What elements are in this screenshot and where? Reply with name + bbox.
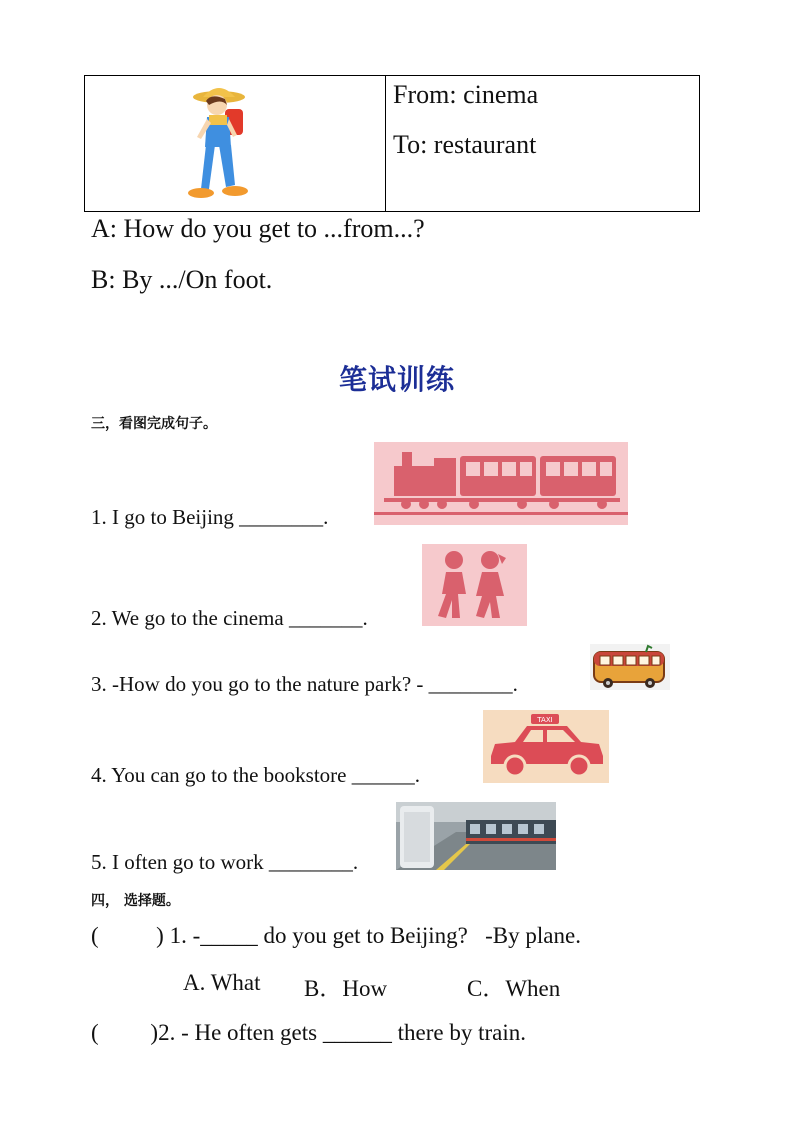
question-2: 2. We go to the cinema _______. (91, 606, 368, 630)
from-text: From: cinema (393, 80, 539, 109)
walking-kids-image (422, 544, 527, 626)
taxi-sign: TAXI (537, 716, 553, 724)
girl-picture-cell (85, 76, 386, 212)
taxi-image (483, 710, 609, 783)
question-4: 4. You can go to the bookstore ______. (91, 763, 420, 787)
bus-image (590, 644, 670, 690)
dialog-a: A: How do you get to ...from...? (91, 214, 425, 243)
train-image (374, 442, 628, 525)
mc-question-1: ( ) 1. -_____ do you get to Beijing? -By plane. (91, 923, 581, 948)
walking-girl-image (181, 81, 263, 207)
to-text: To: restaurant (393, 130, 537, 159)
route-table (84, 75, 700, 212)
option-c: C．When (467, 976, 561, 1001)
section3-heading: 三，看图完成句子。 (91, 416, 217, 432)
dialog-b: B: By .../On foot. (91, 265, 273, 294)
question-5: 5. I often go to work ________. (91, 850, 359, 874)
section-title: 笔试训练 (338, 363, 455, 396)
question-3: 3. -How do you go to the nature park? - ________. (91, 672, 518, 696)
section4-heading: 四， 选择题。 (91, 893, 180, 909)
option-a: A. What (183, 970, 261, 995)
subway-station-image (396, 802, 556, 870)
question-1: 1. I go to Beijing ________. (91, 505, 329, 529)
route-info-cell (386, 76, 700, 212)
option-b: B．How (304, 976, 388, 1001)
mc-question-2: ( )2. - He often gets ______ there by train. (91, 1020, 526, 1045)
